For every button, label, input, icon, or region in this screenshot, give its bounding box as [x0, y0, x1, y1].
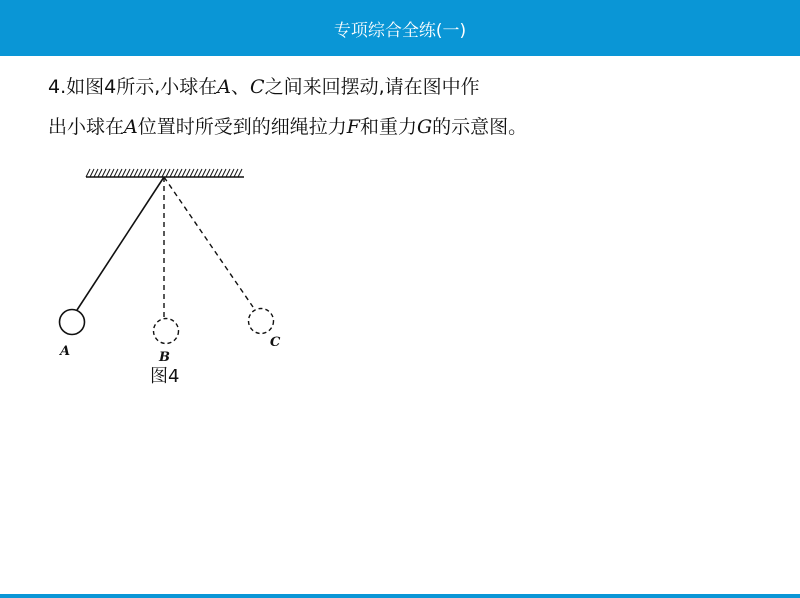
question-line-1 — [48, 74, 480, 100]
ball-a — [60, 310, 85, 335]
hatch-mark — [222, 169, 226, 177]
q1-text-1: 4.如图4所示,小球在 — [48, 76, 218, 98]
q2-label-g: G — [416, 116, 433, 138]
hatch-mark — [238, 169, 242, 177]
ceiling — [86, 169, 244, 177]
figure-caption: 图4 — [150, 366, 180, 387]
hatch-mark — [170, 169, 174, 177]
hatch-mark — [230, 169, 234, 177]
hatch-mark — [98, 169, 102, 177]
string-a — [77, 177, 164, 310]
hatch-mark — [158, 169, 162, 177]
hatch-mark — [162, 169, 166, 177]
hatch-mark — [214, 169, 218, 177]
header-bar — [0, 0, 800, 56]
hatch-mark — [126, 169, 130, 177]
hatch-mark — [86, 169, 90, 177]
question-line-2 — [48, 114, 527, 140]
hatch-mark — [94, 169, 98, 177]
hatch-mark — [118, 169, 122, 177]
q2-text-3: 和重力 — [359, 116, 417, 138]
hatch-mark — [110, 169, 114, 177]
q2-text-2: 位置时所受到的细绳拉力 — [137, 116, 347, 138]
hatch-mark — [130, 169, 134, 177]
hatch-mark — [178, 169, 182, 177]
hatch-mark — [174, 169, 178, 177]
hatch-mark — [166, 169, 170, 177]
hatch-mark — [194, 169, 198, 177]
q2-text-1: 出小球在 — [48, 116, 125, 138]
q2-label-f: F — [346, 116, 360, 138]
hatch-mark — [134, 169, 138, 177]
q1-label-a: A — [217, 76, 231, 98]
hatch-mark — [206, 169, 210, 177]
hatch-mark — [190, 169, 194, 177]
hatch-mark — [102, 169, 106, 177]
ball-b — [154, 319, 179, 344]
hatch-mark — [122, 169, 126, 177]
ball-c — [249, 309, 274, 334]
label-a: A — [60, 344, 71, 359]
hatch-mark — [202, 169, 206, 177]
hatch-mark — [150, 169, 154, 177]
q2-label-a: A — [124, 116, 138, 138]
hatch-mark — [226, 169, 230, 177]
q1-text-2: 、 — [231, 76, 251, 98]
hatch-mark — [218, 169, 222, 177]
hatch-mark — [186, 169, 190, 177]
hatch-mark — [198, 169, 202, 177]
hatch-mark — [114, 169, 118, 177]
label-b: B — [159, 350, 170, 364]
hatch-mark — [210, 169, 214, 177]
hatch-mark — [182, 169, 186, 177]
hatch-mark — [90, 169, 94, 177]
pendulum-diagram — [50, 164, 300, 364]
footer-bar — [0, 594, 800, 598]
hatch-mark — [154, 169, 158, 177]
hatch-mark — [138, 169, 142, 177]
hatch-mark — [142, 169, 146, 177]
hatch-mark — [106, 169, 110, 177]
header-title: 专项综合全练(一) — [333, 21, 467, 41]
label-c: C — [270, 335, 281, 350]
hatch-mark — [234, 169, 238, 177]
string-c — [164, 177, 253, 307]
q1-label-c: C — [250, 76, 265, 98]
q2-text-4: 的示意图。 — [432, 116, 528, 138]
hatch-mark — [146, 169, 150, 177]
q1-text-3: 之间来回摆动,请在图中作 — [264, 76, 480, 98]
